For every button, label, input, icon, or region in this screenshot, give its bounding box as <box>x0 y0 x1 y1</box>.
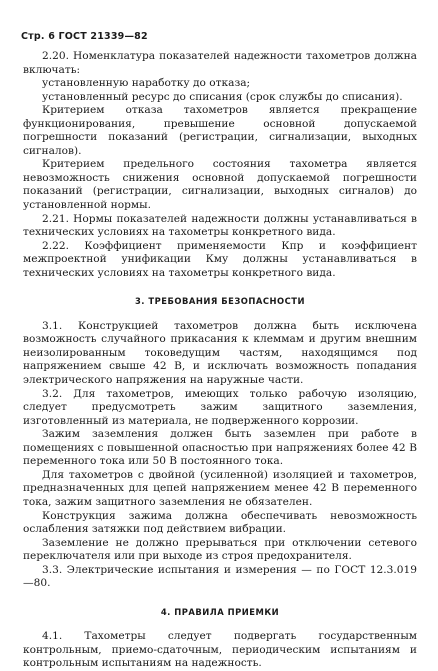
paragraph-double-insulation: Для тахометров с двойной (усиленной) изоляцией и тахометров, предназначенных для цепей напряжением менее 42 В переменного тока, зажим защитного заземления не обязателен. <box>23 468 417 508</box>
paragraph-3-1: 3.1. Конструкцией тахометров должна быть исключена возможность случайного прикасания к клеммам и другим внешним неизолированным токоведущим частям, находящимся под напряжением свыше 42 В, и исключать возможность попадания электрического напряжения на наружные части. <box>23 319 417 387</box>
paragraph-2-22: 2.22. Коэффициент применяемости Кпр и коэффициент межпроектной унификации Кму должны устанавливаться в технических условиях на тахометры конкретного вида. <box>23 239 417 279</box>
section-heading-safety: 3. ТРЕБОВАНИЯ БЕЗОПАСНОСТИ <box>134 296 306 307</box>
paragraph-3-3: 3.3. Электрические испытания и измерения — по ГОСТ 12.3.019—80. <box>23 563 417 590</box>
list-item-resource: установленный ресурс до списания (срок службы до списания). <box>42 90 403 103</box>
paragraph-limit-state: Критерием предельного состояния тахометра является невозможность снижения основной допускаемой погрешности показаний (регистрации, сигнализации, выходных сигналов) до установленной нормы. <box>23 158 417 212</box>
paragraph-clamp-design: Конструкция зажима должна обеспечивать невозможность ослабления затяжки под действием вибрации. <box>23 509 417 536</box>
paragraph-3-2: 3.2. Для тахометров, имеющих только рабочую изоляцию, следует предусмотреть зажим защитного заземления, изготовленный из материала, не подверженного коррозии. <box>23 387 417 427</box>
page-header: Стр. 6 ГОСТ 21339—82 <box>21 31 148 42</box>
paragraph-2-20: 2.20. Номенклатура показателей надежности тахометров должна включать: <box>23 50 417 76</box>
paragraph-grounding: Зажим заземления должен быть заземлен при работе в помещениях с повышенной опасностью при напряжениях более 42 В переменного тока или 50 В постоянного тока. <box>23 428 417 468</box>
list-item-operating-time: установленную наработку до отказа; <box>42 77 251 90</box>
paragraph-2-21: 2.21. Нормы показателей надежности должны устанавливаться в технических условиях на тахометры конкретного вида. <box>23 212 417 239</box>
section-heading-acceptance: 4. ПРАВИЛА ПРИЕМКИ <box>160 606 280 617</box>
paragraph-ground-continuity: Заземление не должно прерываться при отключении сетевого переключателя или при выходе из строя предохранителя. <box>23 536 417 563</box>
paragraph-failure-criterion: Критерием отказа тахометров является прекращение функционирования, превышение основной допускаемой погрешности показаний (регистрации, сигнализации, выходных сигналов). <box>23 104 417 157</box>
paragraph-4-1: 4.1. Тахометры следует подвергать государственным контрольным, приемо-сдаточным, периодическим испытаниям и контрольным испытаниям на надежность. <box>23 630 417 670</box>
document-body <box>23 50 417 671</box>
